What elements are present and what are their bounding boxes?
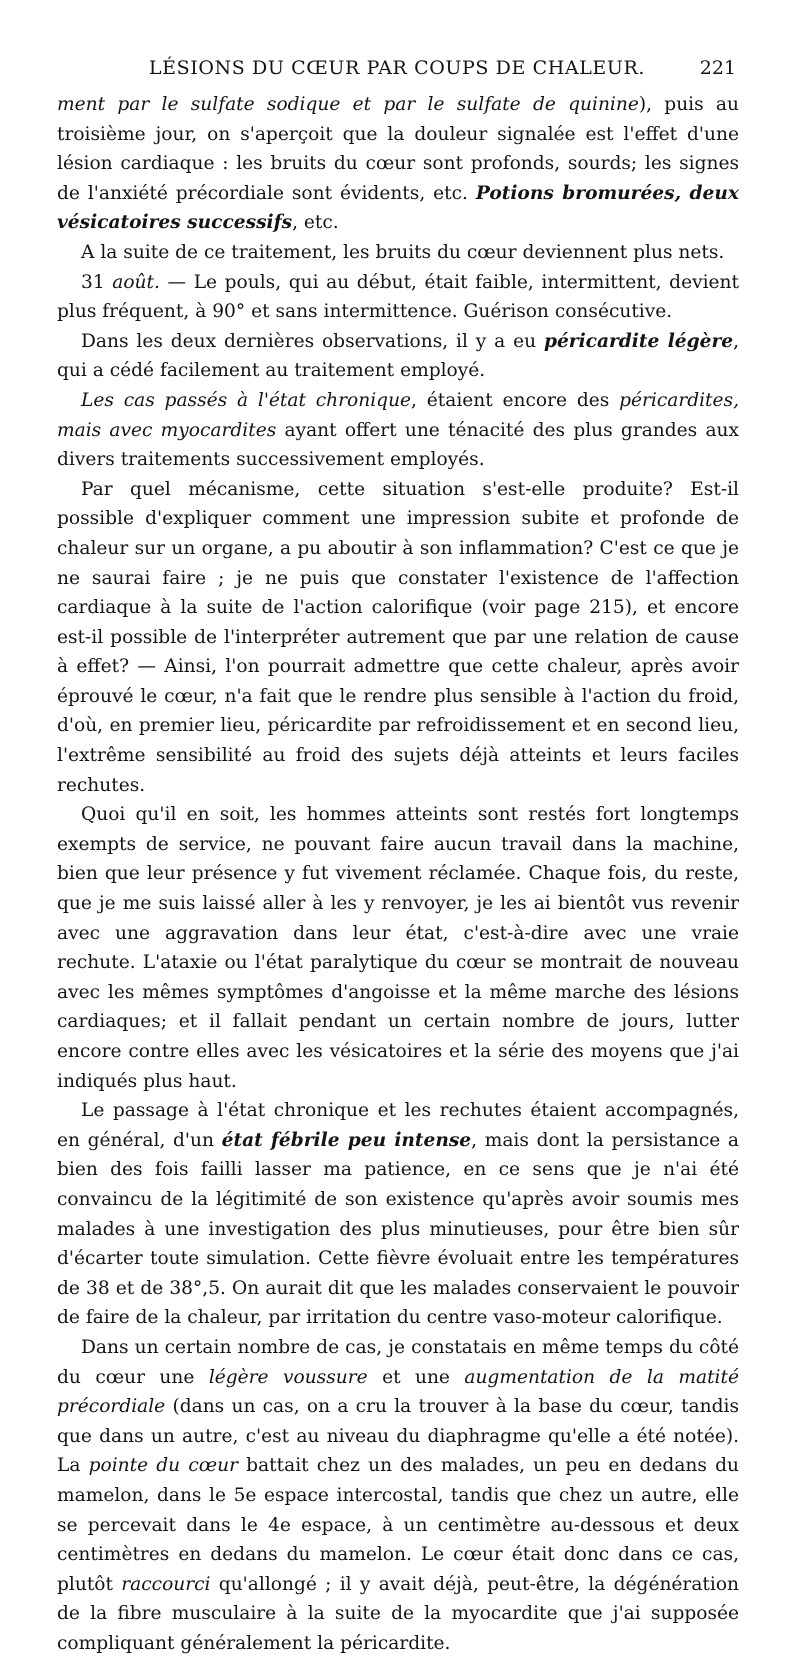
bold-italic-inner: Potions bromurées, deux vésicatoires successifs bbox=[57, 182, 739, 234]
paragraph bbox=[57, 1096, 739, 1333]
paragraph bbox=[57, 268, 739, 327]
italic-text: ment par le sulfate sodique et par le sulfate de quinine bbox=[57, 94, 639, 115]
paragraph bbox=[57, 327, 739, 386]
italic-text: août. bbox=[112, 271, 160, 293]
text-run: — Le pouls, qui au début, était faible, intermittent, devient plus fréquent, à 90° et sans intermittence. Guérison consécutive. bbox=[57, 271, 739, 323]
italic-text: légère voussure bbox=[208, 1366, 368, 1388]
text-run: Dans un certain nombre de cas, je constatais en même temps du côté du cœur une bbox=[57, 1336, 739, 1388]
text-run: Dans les deux dernières observations, il y a eu bbox=[81, 330, 544, 352]
text-run: Le passage à l'état chronique et les rechutes étaient accompagnés, en général, d'un bbox=[57, 1100, 739, 1151]
text-run: Par quel mécanisme, cette situation s'est-elle produite? Est-il possible d'expliquer comment une impression subite et profonde de chaleur sur un organe, a pu aboutir à son inflammation? C'est ce que je ne saurai faire ; je ne puis que constater l'existence de l'affection cardiaque à la suite de l'action calorifique (voir page 215), et encore est-il possible de l'interpréter autrement que par une relation de cause à effet? — Ainsi, l'on pourrait admettre que cette chaleur, après avoir éprouvé le cœur, n'a fait que le rendre plus sensible à l'action du froid, d'où, en premier lieu, péricardite par refroidissement et en second lieu, l'extrême sensibilité au froid des sujets déjà atteints et leurs faciles rechutes. bbox=[57, 478, 739, 796]
italic-text: augmentation de la matité précordiale bbox=[57, 1366, 739, 1418]
text-run: , etc. bbox=[292, 212, 339, 234]
text-run: ), puis au troisième jour, on s'aperçoit que la douleur signalée est l'effet d'une lésion cardiaque : les bruits du cœur sont profonds, sourds; les signes de l'anxiété précordiale sont évidents, etc. bbox=[57, 94, 739, 204]
italic-text: péricardites, mais avec myocardites bbox=[57, 389, 739, 441]
running-head bbox=[58, 57, 736, 87]
text-run: 31 bbox=[81, 271, 113, 293]
bold-italic-text bbox=[222, 1130, 471, 1151]
paragraph bbox=[57, 1333, 739, 1658]
running-head-title: LÉSIONS DU CŒUR PAR COUPS DE CHALEUR. bbox=[148, 57, 646, 79]
text-run: battait chez un des malades, un peu en dedans du mamelon, dans le 5e espace intercostal, tandis que chez un autre, elle se percevait dans le 4e espace, à un centimètre au-dessous et deux centimètres en dedans du mamelon. Le cœur était donc dans ce cas, plutôt bbox=[57, 1455, 739, 1595]
italic-text: pointe du cœur bbox=[88, 1455, 238, 1477]
paragraph bbox=[57, 386, 739, 475]
text-run: , mais dont la persistance a bien des fois failli lasser ma patience, en ce sens que je n'ai été convaincu de la légitimité de son existence qu'après avoir soumis mes malades à une investigation des plus minutieuses, pour être bien sûr d'écarter toute simulation. Cette fièvre évoluait entre les températures de 38 et de 38°,5. On aurait dit que les malades conservaient le pouvoir de faire de la chaleur, par irritation du centre vaso-moteur calorifique. bbox=[57, 1129, 740, 1329]
page-number: 221 bbox=[699, 57, 736, 79]
text-run: ayant offert une ténacité des plus grandes aux divers traitements successivement employés. bbox=[57, 419, 739, 471]
text-run: et une bbox=[367, 1366, 465, 1388]
body-text bbox=[57, 90, 739, 1658]
paragraph bbox=[57, 238, 739, 268]
italic-text: Les cas passés à l'état chronique bbox=[81, 389, 412, 411]
text-run: A la suite de ce traitement, les bruits du cœur deviennent plus nets. bbox=[81, 241, 725, 263]
text-run: , qui a cédé facilement au traitement employé. bbox=[57, 330, 739, 382]
paragraph bbox=[57, 475, 739, 801]
text-run: qu'allongé ; il y avait déjà, peut-être, la dégénération de la fibre musculaire à la suite de la myocardite que j'ai supposée compliquant généralement la péricardite. bbox=[57, 1573, 739, 1654]
text-run: , étaient encore des bbox=[411, 389, 620, 411]
italic-text: raccourci bbox=[121, 1573, 211, 1595]
bold-italic-inner: péricardite légère bbox=[543, 330, 734, 352]
bold-italic-text bbox=[544, 331, 733, 352]
bold-italic-inner: état fébrile peu intense bbox=[221, 1129, 472, 1151]
text-run: Quoi qu'il en soit, les hommes atteints sont restés fort longtemps exempts de service, ne pouvant faire aucun travail dans la machine, bien que leur présence y fut vivement réclamée. Chaque fois, du reste, que je me suis laissé aller à les y renvoyer, je les ai bientôt vus revenir avec une aggravation dans leur état, c'est-à-dire avec une vraie rechute. L'ataxie ou l'état paralytique du cœur se montrait de nouveau avec les mêmes symptômes d'angoisse et la même marche des lésions cardiaques; et il fallait pendant un certain nombre de jours, lutter encore contre elles avec les vésicatoires et la série des moyens que j'ai indiqués plus haut. bbox=[57, 804, 739, 1092]
paragraph bbox=[57, 800, 739, 1096]
text-run: (dans un cas, on a cru la trouver à la base du cœur, tandis que dans un autre, c'est au niveau du diaphragme qu'elle a été notée). La bbox=[57, 1396, 739, 1477]
paragraph bbox=[57, 90, 739, 238]
